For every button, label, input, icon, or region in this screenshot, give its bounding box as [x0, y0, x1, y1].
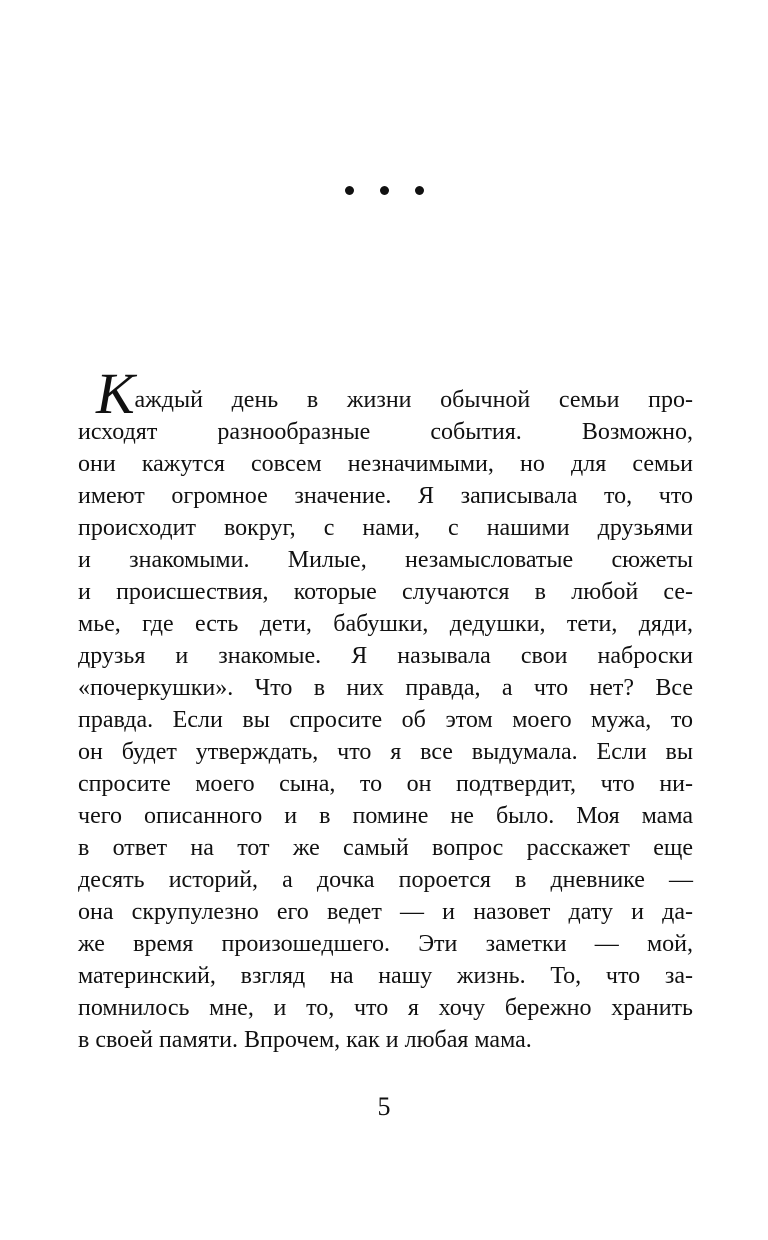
paragraph-line: происходит вокруг, с нами, с нашими друзьями: [78, 515, 693, 541]
paragraph-line: имеют огромное значение. Я записывала то, что: [78, 483, 693, 509]
paragraph-line: в ответ на тот же самый вопрос расскажет еще: [78, 835, 693, 861]
paragraph-line: чего описанного и в помине не было. Моя мама: [78, 803, 693, 829]
paragraph-line: и происшествия, которые случаются в любой се-: [78, 579, 693, 605]
ornament-dot: [345, 186, 354, 195]
paragraph-line: помнилось мне, и то, что я хочу бережно хранить: [78, 995, 693, 1021]
paragraph-line-text: аждый день в жизни обычной семьи про-: [134, 387, 693, 413]
ornament-dot: [380, 186, 389, 195]
paragraph-line: спросите моего сына, то он подтвердит, что ни-: [78, 771, 693, 797]
paragraph-line-last: в своей памяти. Впрочем, как и любая мама.: [78, 1027, 532, 1053]
paragraph-line: он будет утверждать, что я все выдумала. Если вы: [78, 739, 693, 765]
paragraph-line-first: [78, 361, 693, 426]
paragraph-line: десять историй, а дочка пороется в дневнике —: [78, 867, 693, 893]
paragraph-line: исходят разнообразные события. Возможно,: [78, 419, 693, 445]
body-paragraph: [78, 361, 693, 1056]
paragraph-line: они кажутся совсем незначимыми, но для семьи: [78, 451, 693, 477]
paragraph-line: материнский, взгляд на нашу жизнь. То, что за-: [78, 963, 693, 989]
paragraph-line: и знакомыми. Милые, незамысловатые сюжеты: [78, 547, 693, 573]
section-ornament: [0, 186, 768, 195]
paragraph-line: мье, где есть дети, бабушки, дедушки, тети, дяди,: [78, 611, 693, 637]
page-number: 5: [377, 1092, 391, 1121]
paragraph-line: «почеркушки». Что в них правда, а что нет? Все: [78, 675, 693, 701]
paragraph-line: правда. Если вы спросите об этом моего мужа, то: [78, 707, 693, 733]
paragraph-line: же время произошедшего. Эти заметки — мой,: [78, 931, 693, 957]
ornament-dot: [415, 186, 424, 195]
paragraph-line: друзья и знакомые. Я называла свои наброски: [78, 643, 693, 669]
drop-cap: К: [96, 361, 135, 426]
paragraph-line: она скрупулезно его ведет — и назовет дату и да-: [78, 899, 693, 925]
